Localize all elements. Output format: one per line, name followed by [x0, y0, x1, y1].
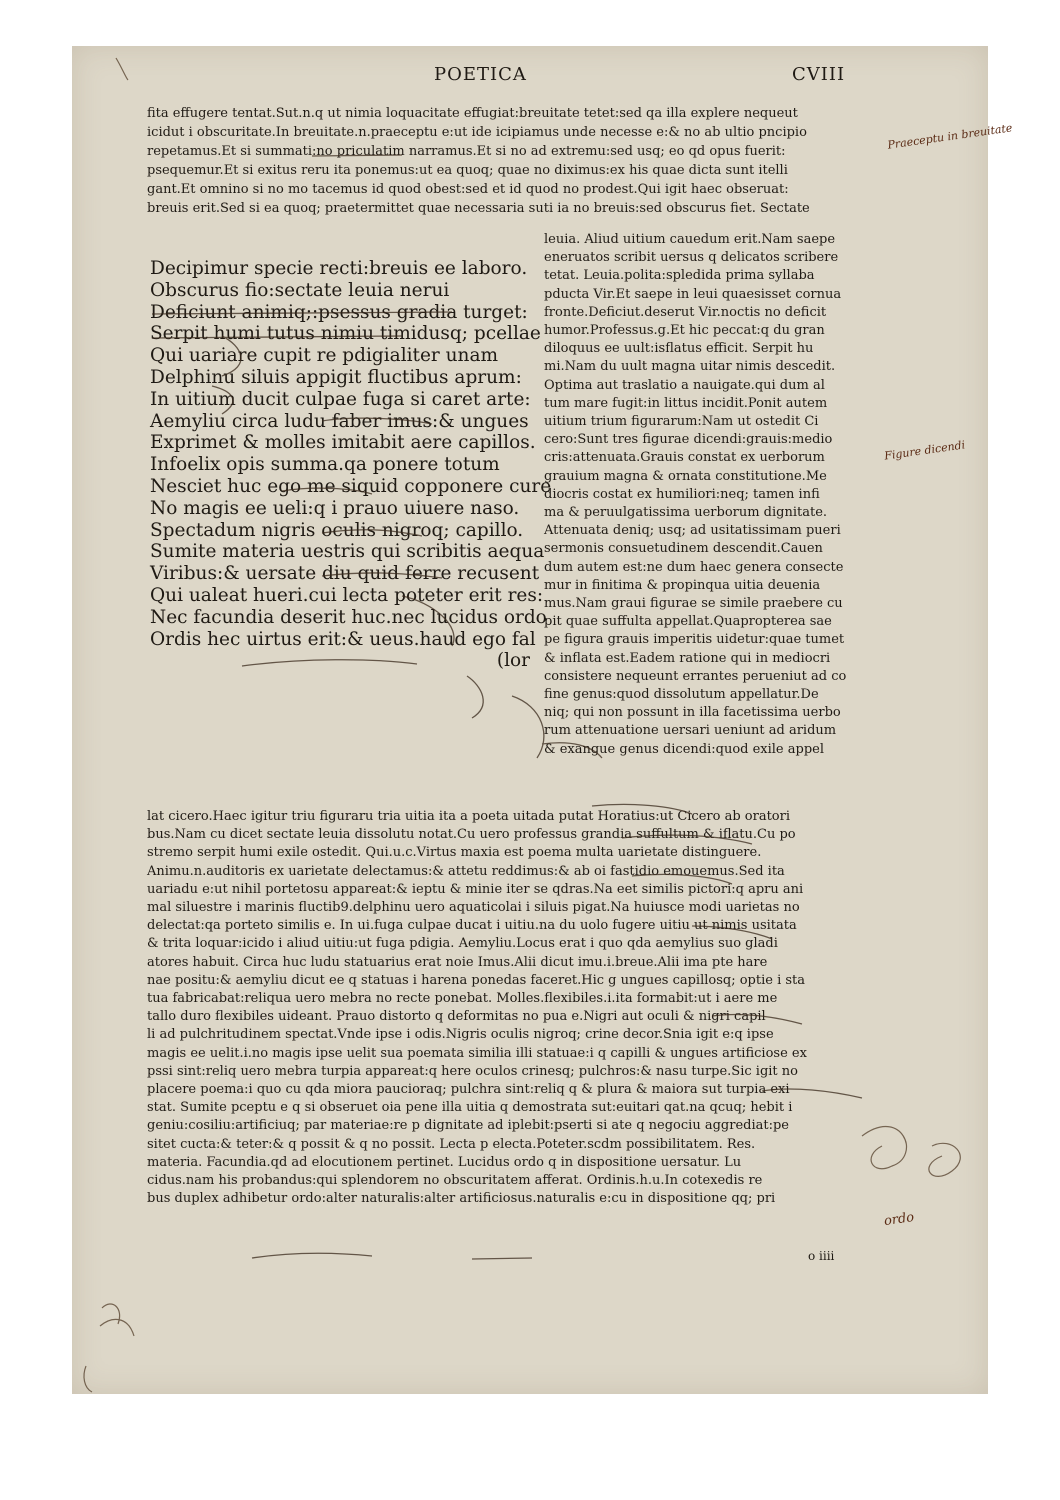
text-line: sermonis consuetudinem descendit.Cauen: [544, 541, 823, 557]
text-line: gant.Et omnino si no mo tacemus id quod obest:sed et id quod no prodest.Qui igit haec obseruat:: [147, 182, 789, 197]
text-line: placere poema:i quo cu qda miora paucioraq; pulchra sint:reliq q & plura & maiora sut turpia exi: [147, 1082, 790, 1098]
text-line: stat. Sumite pceptu e q si obseruet oia pene illa uitia q demostrata sut:euitari qat.na qcuq; hebit i: [147, 1100, 793, 1116]
text-line: cidus.nam his probandus:qui splendorem no obscuritatem afferat. Ordinis.h.u.In cotexedis re: [147, 1173, 763, 1189]
scribble-mark: [929, 1143, 960, 1176]
verse-line: Spectadum nigris oculis nigroq; capillo.: [150, 519, 524, 541]
text-line: niq; qui non possunt in illa facetissima uerbo: [544, 705, 841, 721]
verse-line: In uitium ducit culpae fuga si caret arte:: [150, 388, 531, 410]
text-line: humor.Professus.g.Et hic peccat:q du gran: [544, 323, 825, 339]
text-line: Animu.n.auditoris ex uarietate delectamus:& attetu reddimus:& ab oi fastidio emouemus.Sed ita: [147, 863, 785, 879]
book-page: [72, 46, 1014, 1394]
text-line: tum mare fugit:in littus incidit.Ponit autem: [544, 395, 828, 411]
text-line: atores habuit. Circa huc ludu statuarius erat noie Imus.Alii dicut imu.i.breue.Alii ima pte hare: [147, 954, 768, 970]
verse-line: Nesciet huc ego me siquid copponere cure: [150, 475, 552, 497]
text-line: delectat:qa porteto similis e. In ui.fuga culpae ducat i uitiu.na du uolo fugere uitiu ut nimis usitata: [147, 918, 797, 934]
text-line: tallo duro flexibiles uideant. Prauo distorto q deformitas no pua e.Nigri aut oculi & nigri capil: [147, 1009, 766, 1025]
underline-mark: [252, 1253, 372, 1258]
text-line: leuia. Aliud uitium cauedum erit.Nam saepe: [544, 232, 836, 247]
verse-line: Deficiunt animiq;:psessus gradia turget:: [150, 301, 528, 323]
text-line: diocris costat ex humiliori:neq; tamen infi: [544, 486, 820, 502]
text-line: mi.Nam du uult magna uitar nimis descedit.: [544, 359, 836, 375]
marginal-annotation: ordo: [883, 1209, 916, 1230]
text-line: repetamus.Et si summati:no priculatim narramus.Et si no ad extremu:sed usq; eo qd opus fuerit:: [147, 144, 786, 159]
text-line: pit quae suffulta appellat.Quapropterea sae: [544, 614, 832, 630]
folio-number: CVIII: [792, 64, 846, 85]
verse-text: [150, 258, 552, 672]
scribble-mark: [100, 1304, 134, 1336]
text-line: bus duplex adhibetur ordo:alter naturalis:alter artificiosus.naturalis e:cu in dispositione qq; pri: [147, 1191, 776, 1207]
verse-line: Infoelix opis summa.qa ponere totum: [150, 454, 500, 476]
verse-line: Exprimet & molles imitabit aere capillos.: [150, 432, 536, 454]
text-line: ma & peruulgatissima uerborum dignitate.: [544, 505, 828, 521]
underline-mark: [512, 696, 544, 758]
text-line: uitium trium figurarum:Nam ut ostedit Ci: [544, 414, 819, 430]
commentary-bottom: [147, 808, 887, 1208]
verse-line: No magis ee ueli:q i prauo uiuere naso.: [150, 497, 520, 519]
text-line: geniu:cosiliu:artificiuq; par materiae:re p dignitate ad iplebit:pserti si ate q negociu aggrediat:pe: [147, 1118, 789, 1134]
text-line: pducta Vir.Et saepe in leui quaesisset cornua: [544, 286, 842, 302]
verse-line: Viribus:& uersate diu quid ferre recusent: [150, 563, 540, 585]
text-line: pe figura grauis imperitis uidetur:quae tumet: [544, 632, 845, 648]
commentary-right: [544, 231, 884, 759]
verse-line: Qui ualeat hueri.cui lecta poteter erit res:: [150, 584, 544, 606]
text-line: li ad pulchritudinem spectat.Vnde ipse i odis.Nigris oculis nigroq; crine decor.Snia igit e:q ipse: [147, 1027, 774, 1043]
text-line: & trita loquar:icido i aliud uitiu:ut fuga pdigia. Aemyliu.Locus erat i quo qda aemylius suo gladi: [147, 936, 778, 952]
verse-line: Decipimur specie recti:breuis ee laboro.: [150, 258, 528, 279]
text-line: consistere nequeunt errantes perueniut ad co: [544, 668, 847, 684]
text-line: icidut i obscuritate.In breuitate.n.praeceptu e:ut ide icipiamus unde necesse e:& no ab ultio pncipio: [147, 125, 807, 140]
underline-mark: [472, 1258, 532, 1259]
text-line: cero:Sunt tres figurae dicendi:grauis:medio: [544, 432, 833, 448]
text-line: tua fabricabat:reliqua uero mebra no recte ponebat. Molles.flexibiles.i.ita formabit:ut i aere me: [147, 991, 778, 1007]
text-line: Optima aut traslatio a nauigate.qui dum al: [544, 377, 825, 393]
verse-line: Obscurus fio:sectate leuia nerui: [150, 279, 450, 301]
text-line: rum attenuatione uersari ueniunt ad aridum: [544, 723, 837, 739]
text-line: breuis erit.Sed si ea quoq; praetermittet quae necessaria suti ia no breuis:sed obscurus fiet. Sectate: [147, 201, 810, 216]
text-line: tetat. Leuia.polita:spledida prima syllaba: [544, 268, 815, 284]
verse-line: Aemyliu circa ludu faber imus:& ungues: [150, 410, 529, 432]
text-line: magis ee uelit.i.no magis ipse uelit sua poemata similia illi statuae:i q capilli & ungues artificiose ex: [147, 1045, 807, 1061]
text-line: & inflata est.Eadem ratione qui in mediocri: [544, 650, 831, 666]
text-line: & exangue genus dicendi:quod exile appel: [544, 741, 825, 757]
underline-mark: [467, 676, 483, 718]
text-line: Attenuata deniq; usq; ad usitatissimam pueri: [544, 523, 841, 539]
text-line: nae positu:& aemyliu dicut ee q statuas i harena ponedas faceret.Hic g ungues capillosq; optie i sta: [147, 972, 806, 988]
text-line: mal siluestre i marinis fluctib9.delphinu uero aquaticolai i siluis pigat.Na huiusce modi uarietas no: [147, 900, 800, 916]
scribble-mark: [116, 58, 128, 80]
text-line: diloquus ee uult:isflatus efficit. Serpit hu: [544, 341, 814, 357]
text-line: cris:attenuata.Grauis constat ex uerborum: [544, 450, 825, 466]
running-title: POETICA: [434, 64, 527, 85]
text-line: eneruatos scribit uersus q delicatos scribere: [544, 250, 839, 266]
verse-line: Sumite materia uestris qui scribitis aequa: [150, 541, 545, 563]
text-line: lat cicero.Haec igitur triu figuraru tria uitia ita a poeta uitada putat Horatius:ut Cicero ab oratori: [147, 809, 790, 824]
text-line: fronte.Deficiut.deserut Vir.noctis no deficit: [544, 304, 827, 320]
text-line: psequemur.Et si exitus reru ita ponemus:ut ea quoq; quae no diximus:ex his quae dicta sunt itelli: [147, 163, 788, 178]
text-line: pssi sint:reliq uero mebra turpia appareat:q here oculos crinesq; pulchros:& nasu turpe.Sic igit no: [147, 1063, 798, 1079]
text-line: uariadu e:ut nihil portetosu appareat:& ieptu & minie iter se qdras.Na eet similis pictori:q apru ani: [147, 881, 804, 897]
text-line: mus.Nam graui figurae se simile praebere cu: [544, 596, 843, 612]
text-line: fita effugere tentat.Sut.n.q ut nimia loquacitate effugiat:breuitate tetet:sed qa illa explere nequeut: [147, 106, 798, 121]
text-line: mur in finitima & propinqua uitia deuenia: [544, 577, 821, 593]
text-line: sitet cucta:& teter:& q possit & q no possit. Lecta p electa.Poteter.scdm possibilitatem. Res.: [147, 1136, 756, 1152]
marginal-annotation: Figure dicendi: [883, 438, 966, 463]
verse-line: Nec facundia deserit huc.nec lucidus ordo: [150, 606, 547, 628]
text-line: dum autem est:ne dum haec genera consecte: [544, 559, 844, 575]
verse-line: (lor: [496, 650, 530, 672]
scribble-mark: [84, 1366, 92, 1392]
commentary-top: [147, 104, 810, 218]
text-line: materia. Facundia.qd ad elocutionem pertinet. Lucidus ordo q in dispositione uersatur. Lu: [147, 1154, 742, 1170]
text-line: bus.Nam cu dicet sectate leuia dissolutu notat.Cu uero professus grandia suffultum & iflatu.Cu po: [147, 827, 796, 843]
verse-line: Qui uariare cupit re pdigialiter unam: [150, 345, 499, 367]
marginal-annotation: Praeceptu in breuitate: [886, 121, 1014, 152]
text-line: fine genus:quod dissolutum appellatur.De: [544, 687, 819, 703]
signature-mark: o iiii: [808, 1249, 835, 1263]
verse-line: Ordis hec uirtus erit:& ueus.haud ego fal: [150, 628, 536, 650]
verse-line: Serpit humi tutus nimiu timidusq; pcellae: [150, 323, 541, 345]
text-line: grauium magna & ornata constitutione.Me: [544, 468, 827, 484]
text-line: stremo serpit humi exile ostedit. Qui.u.c.Virtus maxia est poema multa uarietate distinguere.: [147, 845, 762, 861]
verse-line: Delphinu siluis appigit fluctibus aprum:: [150, 366, 522, 388]
